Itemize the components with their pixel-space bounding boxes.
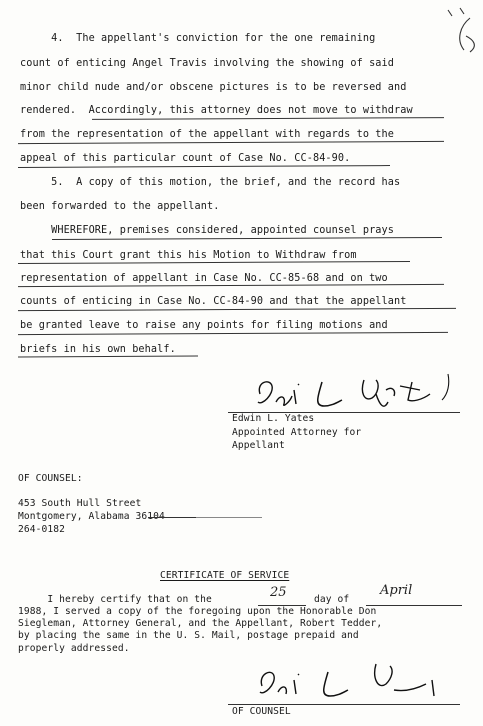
wherefore-line-4: counts of enticing in Case No. CC-84-90 and that the appellant (20, 296, 407, 307)
certificate-line-1a: I hereby certify that on the (18, 594, 212, 605)
paragraph-4-line-1: 4. The appellant's conviction for the one remaining (20, 33, 376, 44)
certificate-line-2: 1988, I served a copy of the foregoing upon the Honorable Don (18, 606, 377, 617)
paragraph-4-line-3: minor child nude and/or obscene pictures is to be reversed and (20, 82, 407, 93)
of-counsel-caption: OF COUNSEL (232, 706, 291, 717)
strike-zip (148, 517, 196, 518)
certificate-line-1b: day of (314, 594, 350, 605)
attorney-title-line-1: Appointed Attorney for (232, 427, 362, 438)
wherefore-line-6: briefs in his own behalf. (20, 344, 176, 355)
paragraph-4-line-6: appeal of this particular count of Case No. CC-84-90. (20, 153, 351, 164)
certificate-line-3: Siegleman, Attorney General, and the Appellant, Robert Tedder, (18, 618, 383, 629)
certificate-title: CERTIFICATE OF SERVICE (160, 570, 290, 581)
phone-number: 264-0182 (18, 524, 66, 535)
handwritten-day: 25 (270, 585, 287, 600)
underline-wherefore-5 (18, 332, 448, 335)
certificate-line-5: properly addressed. (18, 643, 130, 654)
underline-accordingly (92, 117, 444, 120)
paragraph-4-line-2: count of enticing Angel Travis involving the showing of said (20, 58, 395, 69)
wherefore-line-1: WHEREFORE, premises considered, appointed counsel prays (20, 225, 395, 236)
address-line-1: 453 South Hull Street (18, 498, 142, 509)
paragraph-4-line-5: from the representation of the appellant with regards to the (20, 129, 395, 140)
attorney-name: Edwin L. Yates (232, 413, 315, 424)
fax-artifact-line (196, 517, 262, 518)
paragraph-4-line-4: rendered. Accordingly, this attorney does not move to withdraw (20, 105, 413, 116)
attorney-signature (252, 372, 452, 416)
corner-mark (440, 6, 480, 60)
month-blank (366, 605, 462, 606)
counsel-signature (256, 660, 456, 704)
underline-representation (18, 141, 444, 144)
certificate-line-4: by placing the same in the U. S. Mail, postage prepaid and (18, 630, 359, 641)
address-line-2: Montgomery, Alabama 36104 (18, 511, 165, 522)
underline-wherefore-6 (18, 356, 198, 358)
wherefore-line-2: that this Court grant this his Motion to Withdraw from (20, 250, 357, 261)
underline-appeal (18, 165, 390, 168)
underline-wherefore-4 (18, 308, 456, 311)
underline-wherefore-1 (52, 237, 442, 240)
wherefore-line-3: representation of appellant in Case No. CC-85-68 and on two (20, 273, 388, 284)
paragraph-5-line-2: been forwarded to the appellant. (20, 201, 220, 212)
signature-line-2 (228, 704, 460, 705)
of-counsel-heading: OF COUNSEL: (18, 473, 83, 484)
paragraph-5-line-1: 5. A copy of this motion, the brief, and the record has (20, 177, 401, 188)
wherefore-line-5: be granted leave to raise any points for filing motions and (20, 320, 388, 331)
handwritten-month: April (380, 583, 413, 598)
attorney-title-line-2: Appellant (232, 440, 285, 451)
